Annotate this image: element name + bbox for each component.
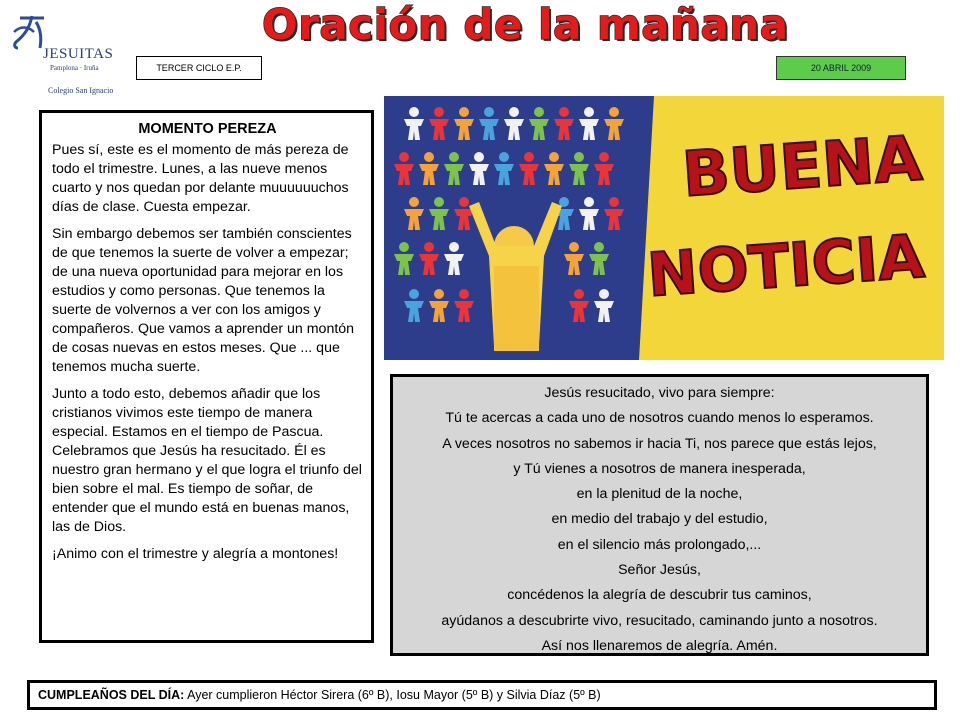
prayer-box xyxy=(390,374,929,656)
cycle-tag: TERCER CICLO E.P. xyxy=(136,56,262,80)
logo-school: Colegio San Ignacio xyxy=(48,86,114,95)
logo-name: JESUITAS xyxy=(43,46,114,62)
prayer-line: y Tú vienes a nosotros de manera inesperada, xyxy=(513,460,806,477)
prayer-line: en el silencio más prolongado,... xyxy=(557,536,762,553)
prayer-line: Señor Jesús, xyxy=(618,562,701,579)
reflection-paragraph: Pues sí, este es el momento de más pereza de todo el trimestre. Lunes, a las nueve menos cuarto y nos quedan por delante muuuuuuchos días de clase. Cuesta empezar. xyxy=(52,142,349,215)
prayer-line: en la plenitud de la noche, xyxy=(576,486,743,503)
prayer-line: en medio del trabajo y del estudio, xyxy=(551,511,768,528)
reflection-paragraph: Sin embargo debemos ser también conscientes de que tenemos la suerte de volver a empezar; de una nueva oportunidad para mejorar en los estudios y como personas. Que tenemos la suerte de volvernos a ver con los amigos y compañeros. Que vamos a aprender un montón de cosas nuevas en estos meses. Que ... que tenemos mucha suerte. xyxy=(52,226,355,375)
prayer-line: Así nos llenaremos de alegría. Amén. xyxy=(541,637,778,654)
school-logo xyxy=(10,12,120,95)
reflection-paragraph: Junto a todo esto, debemos añadir que los cristianos vivimos este tiempo de manera especial. Estamos en el tiempo de Pascua. Celebramos que Jesús ha resucitado. Él es nuestro gran hermano y el que logra el triunfo del bien sobre el mal. Es tiempo de soñar, de entender que el mundo está en buenas manos, las de Dios. xyxy=(52,386,362,535)
birthday-bar xyxy=(27,680,937,710)
birthday-label: CUMPLEAÑOS DEL DÍA: xyxy=(38,688,185,702)
reflection-paragraph: ¡Animo con el trimestre y alegría a montones! xyxy=(52,546,339,562)
poster-word-buena: BUENA xyxy=(679,121,925,211)
prayer-line: Tú te acercas a cada uno de nosotros cuando menos lo esperamos. xyxy=(445,410,874,427)
prayer-line: A veces nosotros no sabemos ir hacia Ti, nos parece que estás lejos, xyxy=(442,435,877,452)
page-title: Oración de la mañana xyxy=(262,0,789,49)
reflection-heading: MOMENTO PEREZA xyxy=(138,121,277,137)
prayer-line: concédenos la alegría de descubrir tus caminos, xyxy=(507,587,812,604)
birthday-text: Ayer cumplieron Héctor Sirera (6º B), Iosu Mayor (5º B) y Silvia Díaz (5º B) xyxy=(184,688,601,702)
prayer-line: ayúdanos a descubrirte vivo, resucitado, caminando junto a nosotros. xyxy=(441,612,878,629)
date-tag: 20 ABRIL 2009 xyxy=(776,56,906,80)
prayer-line: Jesús resucitado, vivo para siempre: xyxy=(544,385,775,401)
poster-word-noticia: NOTICIA xyxy=(645,221,927,311)
poster-illustration xyxy=(384,96,944,360)
buena-noticia-poster xyxy=(384,96,944,360)
logo-subtitle: Pamplona · Iruña xyxy=(50,64,99,72)
reflection-box xyxy=(39,110,374,643)
